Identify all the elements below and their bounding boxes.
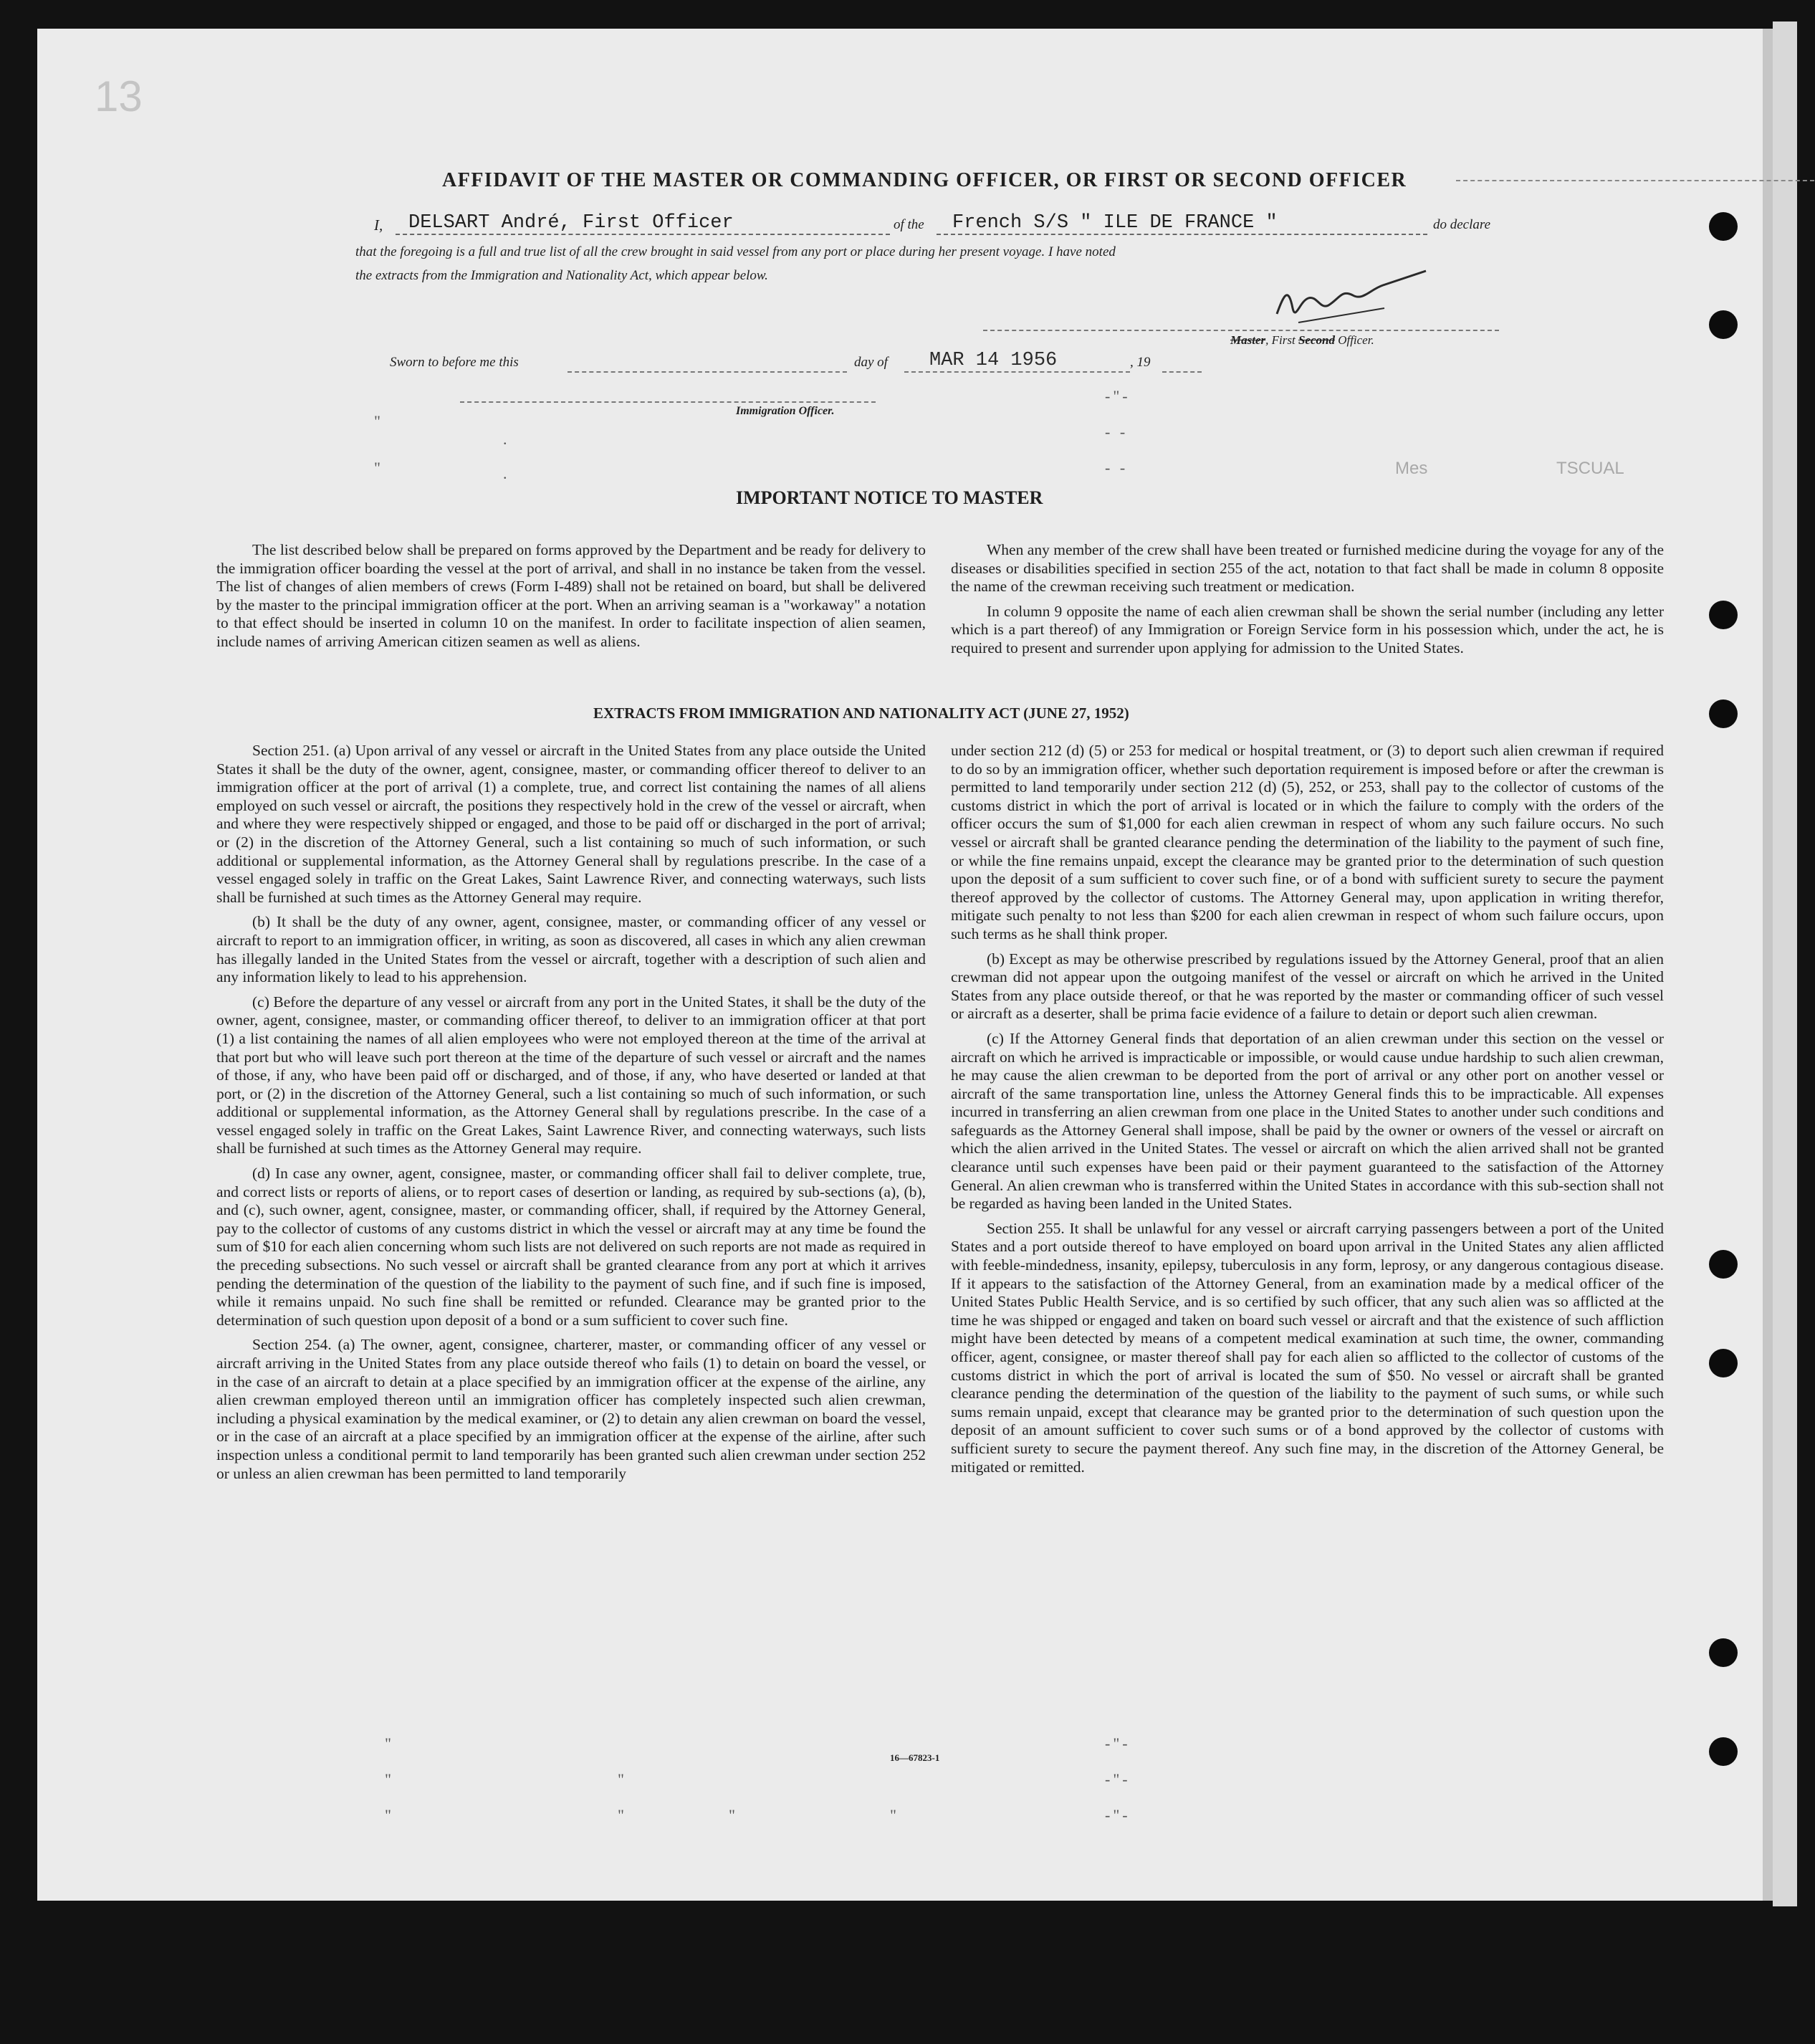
extract-paragraph: (d) In case any owner, agent, consignee, master, or commanding officer shall fail to deliver complete, true, and correct lists or reports of aliens, or to report cases of desertion or landing, as required by sub-sections (a), (b), and (c), such owner, agent, consignee, master, or commanding officer, shall, if required by the Attorney General, pay to the collector of customs of any customs district in which the vessel or aircraft may at any time be found the sum of $10 for each alien concerning whom such lists are not delivered on such reports are not made as required in the preceding subsections. No such vessel or aircraft shall be granted clearance from any port at which it arrives pending the determination of the question of the liability to the payment of such fine, and if such fine is imposed, while it remains unpaid. No such fine shall be remitted or refunded. Clearance may be granted prior to the determination of such question upon deposit of a bond or a sum sufficient to cover such fine. — [216, 1165, 926, 1329]
ditto-mark: " — [374, 459, 380, 477]
extract-paragraph: (b) It shall be the duty of any owner, agent, consignee, master, or commanding officer of any vessel or aircraft to report to an immigration officer, in writing, as soon as discovered, all cases in which any alien crewman has illegally landed in the United States from the vessel or aircraft, together with a description of such alien and any information likely to lead to his apprehension. — [216, 913, 926, 986]
do-declare-label: do declare — [1433, 217, 1491, 232]
vessel-name: French S/S " ILE DE FRANCE " — [952, 212, 1278, 234]
extracts-title: EXTRACTS FROM IMMIGRATION AND NATIONALITY ACT (JUNE 27, 1952) — [593, 705, 1129, 722]
extracts-left-column — [216, 742, 926, 1489]
dash-mark: -"- — [1105, 1734, 1131, 1752]
of-the-label: of the — [894, 217, 924, 232]
extract-paragraph: (c) Before the departure of any vessel or aircraft from any port in the United States, it shall be the duty of the owner, agent, consignee, master, or commanding officer thereof, to deliver to an immigration officer at that port (1) a list containing the names of all alien employees who were not employed thereon at the time of the arrival at that port but who will leave such port thereon at the time of the departure of such vessel or aircraft and the names of those, if any, who have been paid off or discharged, and of those, if any, who have deserted or landed at that port, or (2) in the discretion of the Attorney General, such a list containing so much of such information, or such additional or supplemental information, as the Attorney General shall by regulations prescribe. In the case of a vessel engaged solely in traffic on the Great Lakes, Saint Lawrence River, and connecting waterways, such lists shall be furnished at such times as the Attorney General may require. — [216, 993, 926, 1157]
ditto-mark: " — [374, 412, 380, 430]
extract-paragraph: (c) If the Attorney General finds that deportation of an alien crewman under this section on the vessel or aircraft on which he arrived is impracticable or impossible, or would cause undue hardship to such alien crewman, he may cause the alien crewman to be deported from the port of arrival or any other port on another vessel or aircraft of the same transportation line, unless the Attorney General finds this to be impracticable. All expenses incurred in transferring an alien crewman from one place in the United States to another under such conditions and safeguards as the Attorney General shall impose, shall be paid by the owner or owners of the vessel or aircraft on which the alien arrived in the United States. The vessel or aircraft on which the alien arrived shall not be granted clearance until such expenses have been paid or their payment guaranteed to the satisfaction of the Attorney General. An alien crewman who is transferred within the United States in accordance with this sub-section shall not be regarded as having been landed in the United States. — [951, 1029, 1664, 1213]
caption-officer: Officer. — [1338, 333, 1374, 347]
ditto-mark: " — [729, 1806, 735, 1824]
immigration-officer-caption: Immigration Officer. — [736, 405, 835, 417]
signature-mark — [1255, 258, 1442, 337]
ditto-mark: " — [385, 1806, 391, 1824]
notice-left-paragraph: The list described below shall be prepared on forms approved by the Department and be ready for delivery to the immigration officer boarding the vessel at the port of arrival, and shall in no instance be taken from the vessel. The list of changes of alien members of crews (Form I-489) shall not be retained on board, but shall be delivered by the master to the principal immigration officer at the port. When an arriving seaman is a "workaway" a notation to that effect should be inserted in column 10 on the manifest. In order to facilitate inspection of alien seamen, include names of arriving American citizen seamen as well as aliens. — [216, 541, 926, 650]
binder-hole — [1709, 1349, 1738, 1377]
document-page — [37, 29, 1773, 1901]
binder-hole — [1709, 1250, 1738, 1279]
affidavit-line-3: the extracts from the Immigration and Nationality Act, which appear below. — [355, 268, 768, 283]
month-line — [904, 371, 1130, 373]
extract-paragraph: Section 255. It shall be unlawful for any vessel or aircraft carrying passengers between a port of the United States and a port outside thereof to have employed on board upon arrival in the United States any alien afflicted with feeble-mindedness, insanity, epilepsy, tuberculosis in any form, leprosy, or any dangerous contagious disease. If it appears to the satisfaction of the Attorney General, from an examination made by a medical officer of the United States Public Health Service, and is so certified by such officer, that any such alien was so afflicted at the time he was shipped or engaged and taken on board such vessel or aircraft and that the existence of such affliction might have been detected by means of a competent medical examination at such time, the owner, commanding officer, agent, consignee, or master thereof shall pay for each alien so afflicted to the collector of customs of the customs district in which the port of arrival is located the sum of $50. No vessel or aircraft shall be granted clearance pending the determination of the question of the liability to the payment of such sums, or while such sums remain unpaid, except that clearance may be granted prior to the determination of such question upon the deposit of an amount sufficient to cover such sums or of a bond approved by the collector of customs with sufficient surety to secure the payment thereof. Any such fine may, in the discretion of the Attorney General, be mitigated or remitted. — [951, 1219, 1664, 1476]
signature-line — [983, 330, 1499, 331]
dash-mark: -"- — [1105, 387, 1131, 405]
year-label: , 19 — [1130, 355, 1151, 370]
title-dash-rule — [1456, 180, 1814, 181]
dash-mark: - - — [1105, 423, 1129, 441]
struck-master: Master — [1230, 333, 1266, 347]
struck-second: Second — [1298, 333, 1335, 347]
binder-hole — [1709, 699, 1738, 728]
extract-paragraph: Section 254. (a) The owner, agent, consignee, charterer, master, or commanding officer of any vessel or aircraft arriving in the United States from any place outside thereof who fails (1) to detain on board the vessel, or in the case of an aircraft to detain at a place specified by an immigration officer at the expense of the airline, any alien crewman employed thereon until an immigration officer has completely inspected such alien crewman, including a physical examination by the medical examiner, or (2) to detain any alien crewman on board the vessel, or in the case of an aircraft at a place specified by an immigration officer at the expense of the airline, after such inspection unless a conditional permit to land temporarily has been granted such alien crewman under section 252 or unless an alien crewman has been permitted to land temporarily — [216, 1336, 926, 1482]
binder-hole — [1709, 1638, 1738, 1667]
ditto-mark: " — [618, 1806, 624, 1824]
vessel-line — [937, 212, 1427, 235]
notice-left-column — [216, 541, 926, 658]
dash-mark: - - — [1105, 459, 1129, 477]
ditto-mark: " — [890, 1806, 896, 1824]
notice-right-paragraph-2: In column 9 opposite the name of each alien crewman shall be shown the serial number (including any letter which is a part thereof) of any Immigration or Foreign Service form in his possession which, under the act, he is required to present and surrender upon applying for admission to the United States. — [951, 602, 1664, 656]
binder-hole — [1709, 212, 1738, 241]
sworn-day-line — [568, 371, 847, 373]
show-through-text: TSCUAL — [1556, 459, 1624, 478]
dot-mark: . — [503, 430, 510, 448]
year-line — [1162, 371, 1202, 373]
caption-first: , First — [1265, 333, 1296, 347]
binder-hole — [1709, 1737, 1738, 1766]
dash-mark: -"- — [1105, 1770, 1131, 1788]
binder-hole — [1709, 601, 1738, 629]
i-label: I, — [374, 216, 383, 234]
show-through-mark: 13 — [95, 72, 143, 120]
notice-right-paragraph-1: When any member of the crew shall have been treated or furnished medicine during the voyage for any of the diseases or disabilities specified in section 255 of the act, notation to that fact shall be made in column 8 opposite the name of the crewman receiving such treatment or medication. — [951, 541, 1664, 596]
extract-paragraph: (b) Except as may be otherwise prescribed by regulations issued by the Attorney General, proof that an alien crewman did not appear upon the outgoing manifest of the vessel or aircraft on which he arrived in the United States from any place outside thereof, or that he was reported by the master or commanding officer of such vessel or aircraft as a deserter, shall be prima facie evidence of a failure to detain or deport such alien crewman. — [951, 950, 1664, 1023]
signature-caption — [1230, 333, 1374, 348]
date-stamp: MAR 14 1956 — [929, 350, 1058, 371]
affidavit-line-2: that the foregoing is a full and true list of all the crew brought in said vessel from any port or place during her present voyage. I have noted — [355, 244, 1116, 259]
ditto-mark: " — [618, 1770, 624, 1788]
sworn-label: Sworn to before me this — [390, 355, 519, 370]
binder-hole — [1709, 310, 1738, 339]
show-through-text: Mes — [1395, 459, 1428, 478]
dash-mark: -"- — [1105, 1806, 1131, 1824]
dot-mark: . — [503, 464, 510, 482]
immigration-officer-line — [460, 401, 876, 403]
extract-paragraph: under section 212 (d) (5) or 253 for medical or hospital treatment, or (3) to deport such alien crewman if required to do so by an immigration officer, whether such deportation requirement is imposed before or after the crewman is permitted to land temporarily under section 212 (d) (5), 252, or 253, shall pay to the collector of customs of the customs district in which the port of arrival is located or in which the failure to comply with the orders of the officer occurs the sum of $1,000 for each alien crewman in respect of whom any such failure occurs. No such vessel or aircraft shall be granted clearance pending the determination of the liability to the payment of such fine, or while the fine remains unpaid, except the clearance may be granted prior to the determination of such question upon the deposit of a sum sufficient to cover such fine, or of a bond with sufficient surety to secure the payment thereof approved by the collector of customs. The Attorney General may, upon application in writing therefor, mitigate such penalty to not less than $200 for each alien crewman in respect of whom such failure occurs, upon such terms as he shall think proper. — [951, 742, 1664, 942]
form-number: 16—67823-1 — [890, 1752, 940, 1763]
ditto-mark: " — [385, 1734, 391, 1752]
extracts-right-column — [951, 742, 1664, 1483]
ditto-mark: " — [385, 1770, 391, 1788]
page-edge-strip — [1773, 22, 1797, 1906]
extract-paragraph: Section 251. (a) Upon arrival of any vessel or aircraft in the United States from any place outside the United States it shall be the duty of the owner, agent, consignee, master, or commanding officer thereof to deliver to an immigration officer at the port of arrival (1) a complete, true, and correct list containing the names of all aliens employed on such vessel or aircraft, the positions they respectively hold in the crew of the vessel or aircraft, when and where they were respectively shipped or engaged, and those to be paid off or discharged in the port of arrival; or (2) in the discretion of the Attorney General, such a list containing so much of such information, or such additional or supplemental information, as the Attorney General shall by regulations prescribe. In the case of a vessel engaged solely in traffic on the Great Lakes, Saint Lawrence River, and connecting waterways, such lists shall be furnished at such times as the Attorney General may require. — [216, 742, 926, 906]
officer-name-line — [396, 212, 890, 235]
affidavit-title: AFFIDAVIT OF THE MASTER OR COMMANDING OFFICER, OR FIRST OR SECOND OFFICER — [442, 169, 1407, 191]
notice-title: IMPORTANT NOTICE TO MASTER — [736, 487, 1043, 508]
notice-right-column — [951, 541, 1664, 664]
officer-name: DELSART André, First Officer — [408, 212, 734, 234]
day-of-label: day of — [854, 355, 888, 370]
